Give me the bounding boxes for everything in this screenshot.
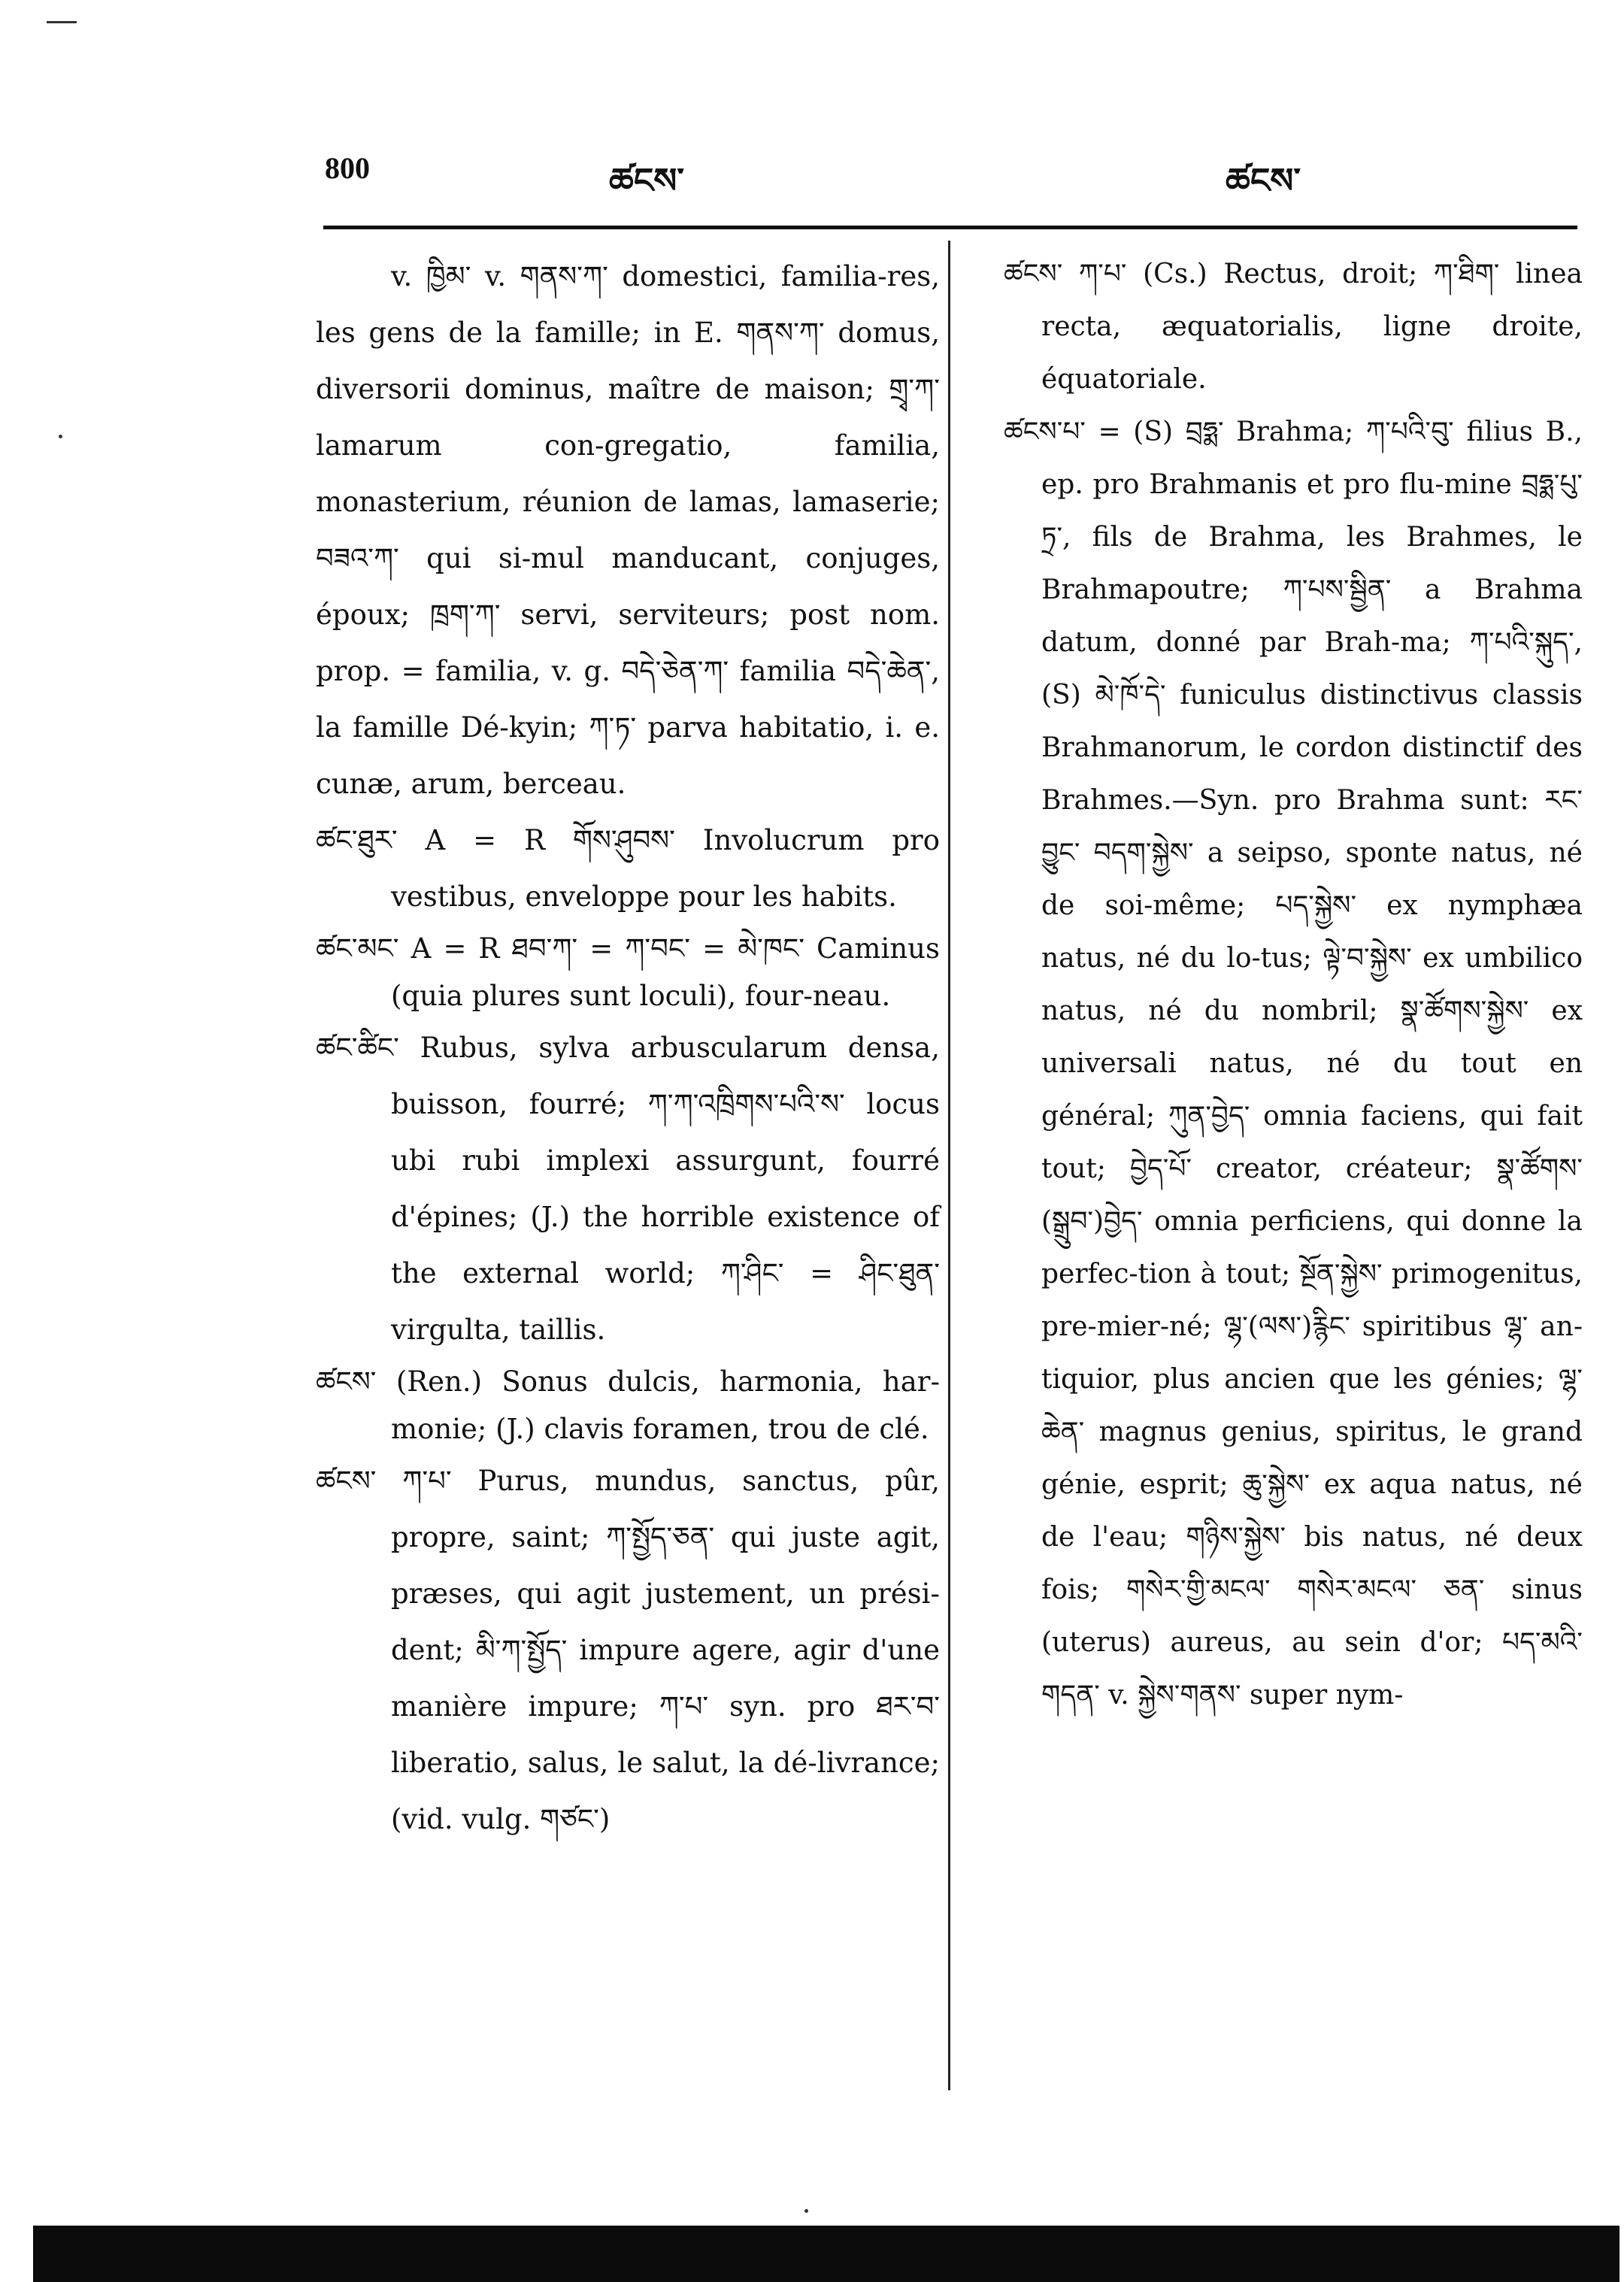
right-column	[1004, 248, 1583, 1722]
dictionary-entry: ཚང་མང་ A = R ཐབ་ཀ་ = ཀ་བང་ = མེ་ཁང་ Caminus (quia plures sunt loculi), four-neau.	[316, 932, 940, 1012]
page-header	[0, 143, 1624, 203]
dictionary-entry: ཚང་ཚིང་ Rubus, sylva arbuscularum densa, buisson, fourré; ཀ་ཀ་འཁྲིགས་པའི་ས་ locus ubi rubi implexi assurgunt, fourré d'épines; (J.) the horrible existence of the external world; ཀ་ཤིང་ = ཤིང་ཐུན་ virgulta, taillis.	[316, 1032, 940, 1346]
left-column	[316, 248, 940, 1847]
dictionary-entry: ཚངས་པ་ = (S) བྲཧྨ་ Brahma; ཀ་པའི་བུ་ filius B., ep. pro Brahmanis et pro flu-mine བྲཧྨ་པུ་ཏྲ་, fils de Brahma, les Brahmes, le Brahmapoutre; ཀ་པས་སྦྱིན་ a Brahma datum, donné par Brah-ma; ཀ་པའི་སྐུད་, (S) མེ་ཁོ་དེ་ funiculus distinctivus classis Brahmanorum, le cordon distinctif des Brahmes.—Syn. pro Brahma sunt: རང་བྱུང་ བདག་སྐྱེས་ a seipso, sponte natus, né de soi-même; པད་སྐྱེས་ ex nymphæa natus, né du lo-tus; ལྟེ་བ་སྐྱེས་ ex umbilico natus, né du nombril; སྣ་ཚོགས་སྐྱེས་ ex universali natus, né du tout en général; ཀུན་བྱེད་ omnia faciens, qui fait tout; བྱེད་པོ་ creator, créateur; སྣ་ཚོགས་(སྒྲུབ་)བྱེད་ omnia perficiens, qui donne la perfec-tion à tout; སྔོན་སྐྱེས་ primogenitus, pre-mier-né; ལྷ་(ལས་)རྙིང་ spiritibus ལྷ་ an-tiquior, plus ancien que les génies; ལྷ་ཆེན་ magnus genius, spiritus, le grand génie, esprit; ཆུ་སྐྱེས་ ex aqua natus, né de l'eau; གཉིས་སྐྱེས་ bis natus, né deux fois; གསེར་གྱི་མངལ་ གསེར་མངལ་ ཅན་ sinus (uterus) aureus, au sein d'or; པད་མའི་གདན་ v. སྐྱེས་གནས་ super nym-	[1004, 417, 1583, 1711]
scan-dust-dot	[59, 435, 62, 438]
scan-corner-mark	[47, 21, 77, 23]
running-head-right: ཚངས་	[1226, 160, 1301, 201]
dictionary-entry: v. ཁྱིམ་ v. གནས་ཀ་ domestici, familia-res, les gens de la famille; in E. གནས་ཀ་ domus, diversorii dominus, maître de maison; གྲྭ་ཀ་ lamarum con-gregatio, familia, monasterium, réunion de lamas, lamaserie; བཟའ་ཀ་ qui si-mul manducant, conjuges, époux; ཁྲག་ཀ་ servi, serviteurs; post nom. prop. = familia, v. g. བདེ་ཅེན་ཀ་ familia བདེ་ཆེན་, la famille Dé-kyin; ཀ་ཏ་ parva habitatio, i. e. cunæ, arum, berceau.	[316, 260, 940, 800]
column-divider	[948, 241, 950, 2090]
page-number: 800	[325, 151, 370, 185]
dictionary-entry: ཚངས་ ཀ་པ་ Purus, mundus, sanctus, pûr, propre, saint; ཀ་སྤྱོད་ཅན་ qui juste agit, præses, qui agit justement, un prési-dent; མི་ཀ་སྤྱོད་ impure agere, agir d'une manière impure; ཀ་པ་ syn. pro ཐར་བ་ liberatio, salus, le salut, la dé-livrance; (vid. vulg. གཙང་)	[316, 1465, 940, 1835]
dictionary-entry: ཚངས་ ཀ་པ་ (Cs.) Rectus, droit; ཀ་ཐིག་ linea recta, æquatorialis, ligne droite, équatoriale.	[1004, 259, 1583, 395]
scan-bottom-border	[33, 2226, 1619, 2282]
scan-dust-dot	[804, 2209, 808, 2213]
dictionary-entry: ཚང་ཐུར་ A = R གོས་ཤུབས་ Involucrum pro vestibus, enveloppe pour les habits.	[316, 824, 940, 913]
header-rule	[323, 226, 1577, 229]
running-head-left: ཚངས་	[609, 160, 685, 201]
dictionary-entry: ཚངས་ (Ren.) Sonus dulcis, harmonia, har-monie; (J.) clavis foramen, trou de clé.	[316, 1365, 940, 1445]
